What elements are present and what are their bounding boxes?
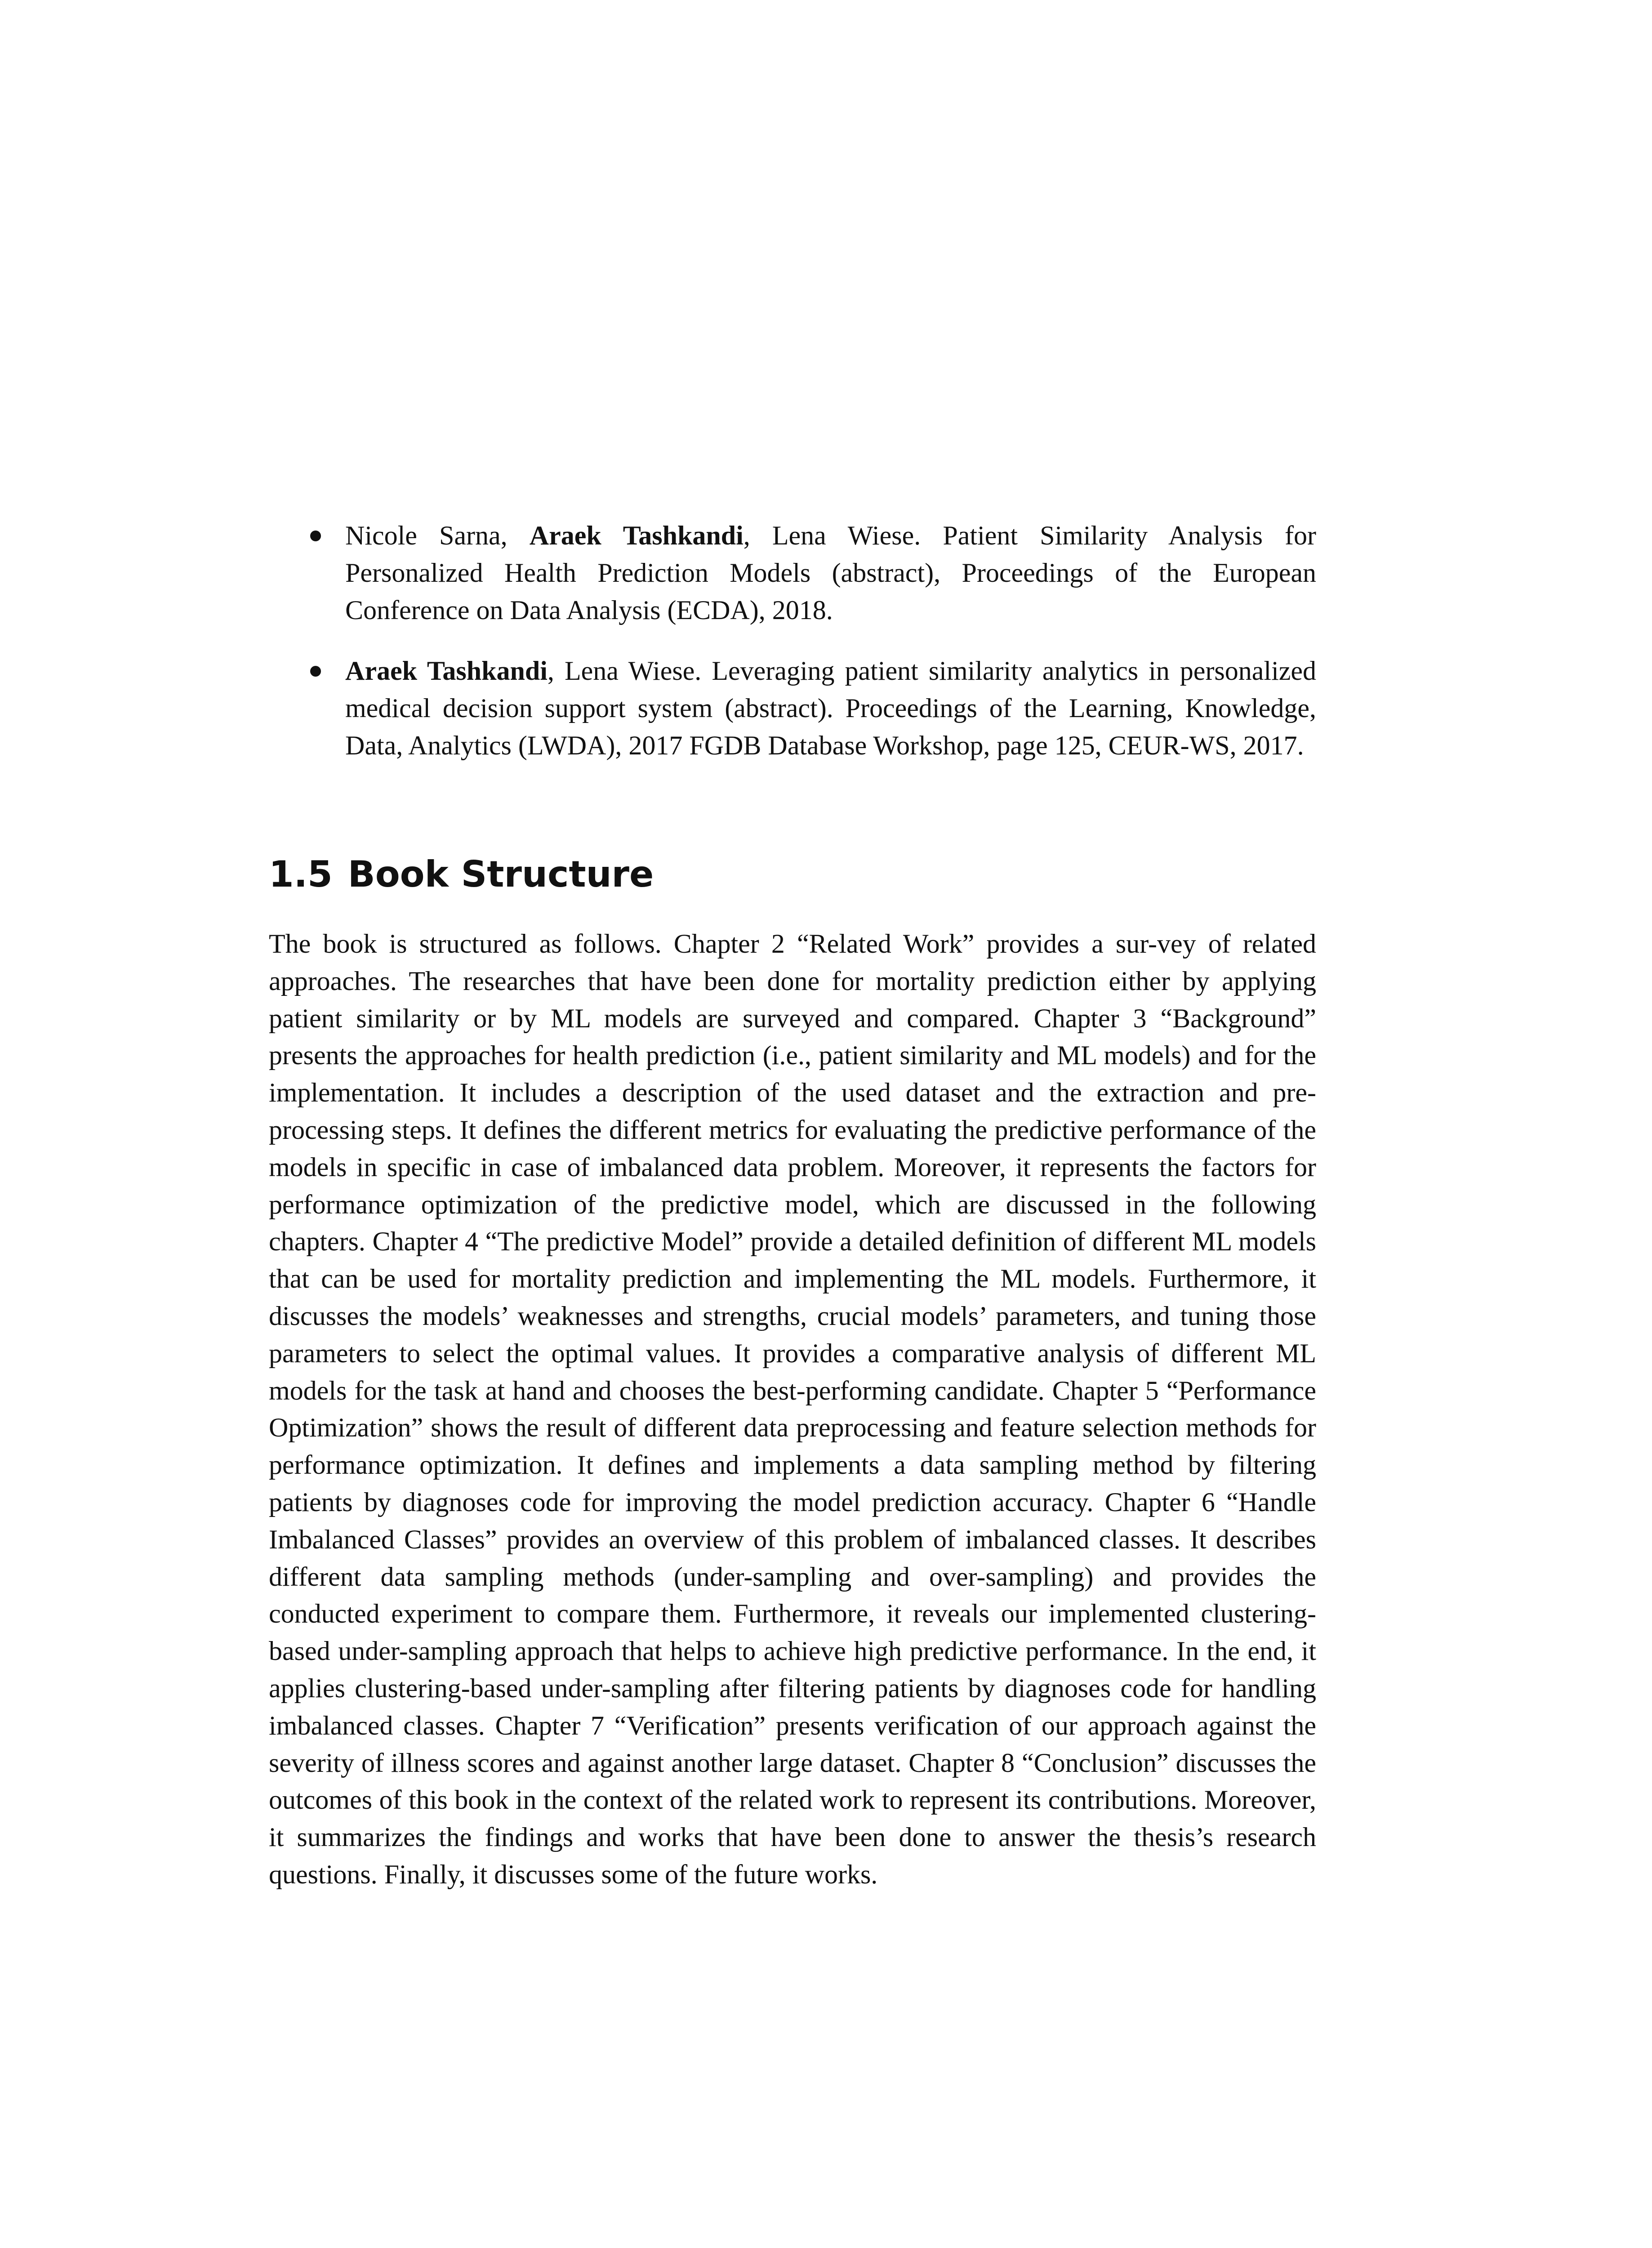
- publication-text: , Lena Wiese. Leveraging patient similarity analytics in personalized medical decision support system (abstract). Proceedings of the Learning, Knowledge, Data, Analytics (LWDA), 2017 FGDB Database Workshop, page 125, CEUR-WS, 2017.: [345, 656, 1317, 760]
- bullet-icon: [310, 666, 321, 677]
- publication-item: [269, 652, 1316, 764]
- bullet-icon: [310, 531, 321, 541]
- publication-list: [269, 517, 1316, 788]
- body-paragraph: The book is structured as follows. Chapter 2 “Related Work” provides a sur-vey of related approaches. The researches that have been done for mortality prediction either by applying patient similarity or by ML models are surveyed and compared. Chapter 3 “Background” presents the approaches for health prediction (i.e., patient similarity and ML models) and for the implementation. It includes a description of the used dataset and the extraction and pre-processing steps. It defines the different metrics for evaluating the predictive performance of the models in specific in case of imbalanced data problem. Moreover, it represents the factors for performance optimization of the predictive model, which are discussed in the following chapters. Chapter 4 “The predictive Model” provide a detailed definition of different ML models that can be used for mortality prediction and implementing the ML models. Furthermore, it discusses the models’ weaknesses and strengths, crucial models’ parameters, and tuning those parameters to select the optimal values. It provides a comparative analysis of different ML models for the task at hand and chooses the best-performing candidate. Chapter 5 “Performance Optimization” shows the result of different data preprocessing and feature selection methods for performance optimization. It defines and implements a data sampling method by filtering patients by diagnoses code for improving the model prediction accuracy. Chapter 6 “Handle Imbalanced Classes” provides an overview of this problem of imbalanced classes. It describes different data sampling methods (under-sampling and over-sampling) and provides the conducted experiment to compare them. Furthermore, it reveals our implemented clustering-based under-sampling approach that helps to achieve high predictive performance. In the end, it applies clustering-based under-sampling after filtering patients by diagnoses code for handling imbalanced classes. Chapter 7 “Verification” presents verification of our approach against the severity of illness scores and against another large dataset. Chapter 8 “Conclusion” discusses the outcomes of this book in the context of the related work to represent its contributions. Moreover, it summarizes the findings and works that have been done to answer the thesis’s research questions. Finally, it discusses some of the future works.: [269, 929, 1316, 1889]
- section-title: Book Structure: [347, 853, 654, 895]
- publication-item: [269, 517, 1316, 629]
- section-number: 1.5: [269, 853, 333, 895]
- publication-author-prefix: Nicole Sarna,: [345, 521, 530, 550]
- publication-author-bold: Araek Tashkandi: [529, 521, 744, 550]
- publication-text: , Lena Wiese. Patient Similarity Analysis for Personalized Health Prediction Models (abstract), Proceedings of the European Conference on Data Analysis (ECDA), 2018.: [345, 521, 1316, 625]
- publication-author-bold: Araek Tashkandi: [345, 656, 548, 686]
- section-heading: [269, 852, 654, 897]
